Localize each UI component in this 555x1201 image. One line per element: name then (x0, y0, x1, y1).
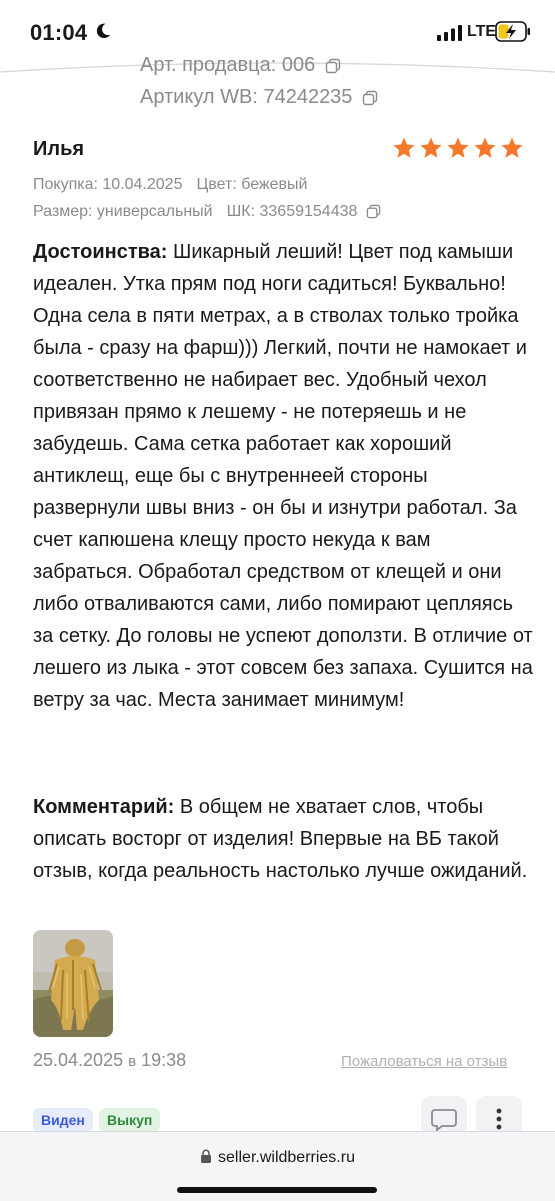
purchase-meta (33, 176, 307, 194)
review-comment (33, 791, 533, 887)
review-date: 25.04.2025 в 19:38 (33, 1050, 187, 1070)
size-info: Размер: универсальный (33, 203, 213, 220)
star-icon (419, 136, 443, 160)
moon-icon (94, 22, 112, 40)
url-display[interactable] (0, 1149, 555, 1167)
reviewer-name: Илья (33, 138, 85, 160)
purchase-date: Покупка: 10.04.2025 (33, 176, 183, 193)
copy-icon[interactable] (325, 58, 341, 74)
comment-text: В общем не хватает слов, чтобы описать восторг от изделия! Впервые на ВБ такой отзыв, когда реальность настолько лучше ожиданий. (33, 796, 528, 882)
status-time: 01:04 (30, 20, 88, 45)
lock-icon (200, 1149, 212, 1164)
url-text: seller.wildberries.ru (218, 1149, 355, 1166)
review-pros (33, 236, 533, 716)
status-badge-buyout: Выкуп (99, 1108, 160, 1132)
copy-icon[interactable] (366, 204, 381, 219)
color-info: Цвет: бежевый (196, 176, 308, 193)
size-meta (33, 203, 381, 221)
pros-label: Достоинства: (33, 241, 168, 263)
star-icon (500, 136, 524, 160)
status-badge-visible: Виден (33, 1108, 93, 1132)
wb-article: Артикул WB: 74242235 (140, 86, 378, 109)
network-type: LTE (467, 23, 497, 40)
pros-text: Шикарный леший! Цвет под камыши идеален. Утка прям под ноги садиться! Буквально! Одна села в пяти метрах, а в стволах только тройка была - сразу на фарш))) Легкий, почти не намокает и соответственно не набирает вес. Удобный чехол привязан прямо к лешему - не потеряешь и не забудешь. Сама сетка работает как хороший антиклещ, еще бы с внутреннеей стороны развернули швы вниз - он бы и изнутри работал. За счет капюшена клещу просто некуда к вам забраться. Обработал средством от клещей и они либо отваливаются сами, либо помирают цепляясь за сетку. До головы не успеют доползти. В отличие от лешего из лыка - этот совсем без запаха. Сушится на ветру за час. Места занимает минимум! (33, 241, 533, 711)
battery-charging-icon (495, 21, 531, 42)
star-icon (473, 136, 497, 160)
rating-stars (392, 136, 524, 160)
home-indicator (177, 1187, 377, 1193)
browser-address-bar[interactable] (0, 1131, 555, 1201)
copy-icon[interactable] (362, 90, 378, 106)
barcode-info: ШК: 33659154438 (226, 203, 358, 220)
signal-icon (437, 25, 463, 41)
star-icon (392, 136, 416, 160)
seller-article: Арт. продавца: 006 (140, 54, 341, 77)
review-photo-thumbnail[interactable] (33, 930, 113, 1037)
star-icon (446, 136, 470, 160)
comment-label: Комментарий: (33, 796, 175, 818)
report-review-link[interactable]: Пожаловаться на отзыв (341, 1053, 508, 1070)
